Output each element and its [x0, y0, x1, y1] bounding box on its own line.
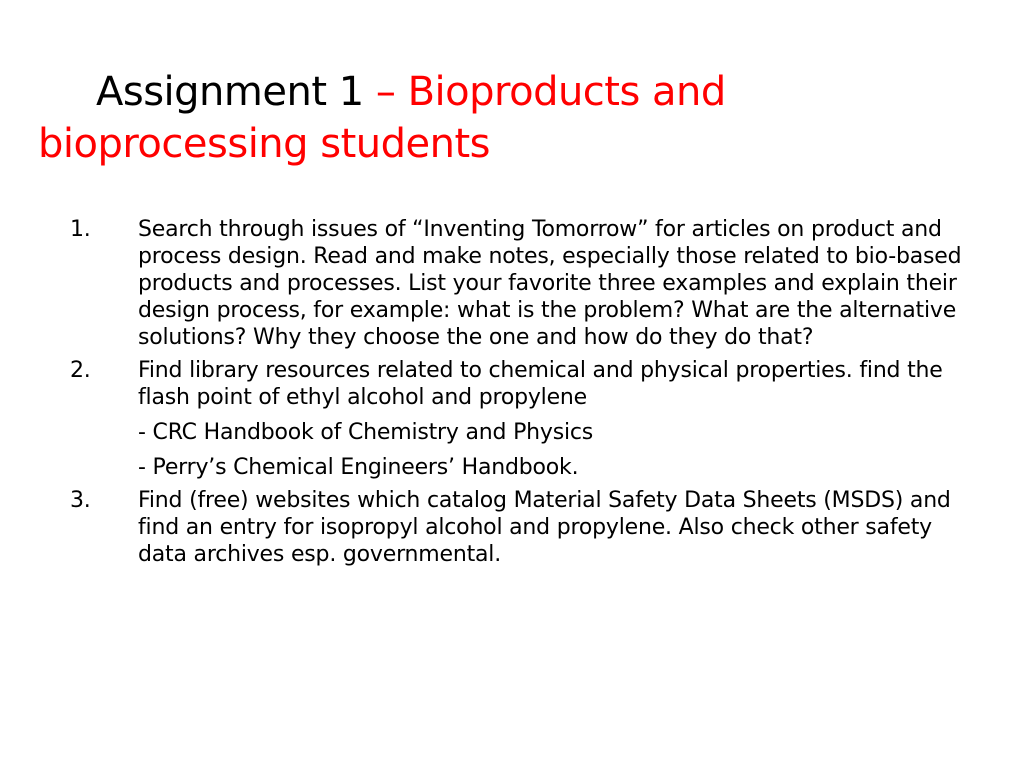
list-item-3: [70, 487, 970, 568]
sub-item-perry-handbook: - Perry’s Chemical Engineers’ Handbook.: [138, 455, 579, 480]
title-accent-line-1: Bioproducts and: [407, 69, 726, 115]
list-item-text: Find library resources related to chemical and physical properties. find the flash point of ethyl alcohol and propylene: [138, 358, 943, 410]
list-item-1: [70, 216, 970, 351]
sub-item-crc-handbook: - CRC Handbook of Chemistry and Physics: [138, 420, 594, 445]
list-item-number: 2.: [70, 358, 91, 383]
list-item-text: Search through issues of “Inventing Tomorrow” for articles on product and process design. Read and make notes, especially those related to bio-based products and processes. List your favorite three examples and explain their design process, for example: what is the problem? What are the alternative solutions? Why they choose the one and how do they do that?: [138, 217, 962, 350]
title-accent-line-2: bioprocessing students: [38, 121, 491, 167]
assignment-list: [70, 216, 970, 574]
list-item-number: 1.: [70, 217, 91, 242]
title-line-1: [38, 66, 998, 118]
list-item-text: Find (free) websites which catalog Material Safety Data Sheets (MSDS) and find an entry for isopropyl alcohol and propylene. Also check other safety data archives esp. governmental.: [138, 488, 951, 567]
slide-title: [38, 66, 998, 170]
list-item-2: [70, 357, 970, 481]
list-item-number: 3.: [70, 488, 91, 513]
title-prefix: Assignment 1: [96, 69, 364, 115]
title-dash: –: [363, 69, 408, 115]
